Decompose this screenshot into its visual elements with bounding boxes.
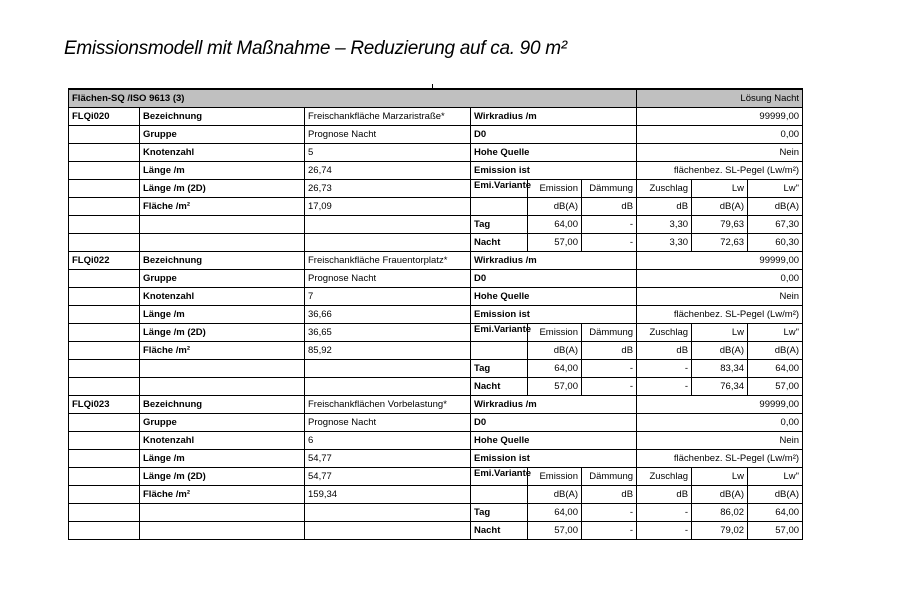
row-flaeche: [69, 486, 803, 504]
tag-daemmung: -: [582, 360, 637, 378]
row-tag: [69, 216, 803, 234]
tag-lw: 83,34: [692, 360, 748, 378]
source-id: FLQi020: [69, 108, 140, 126]
row-gruppe: [69, 270, 803, 288]
tag-lw2: 64,00: [748, 504, 803, 522]
col-header-emission: Emission: [528, 468, 582, 486]
value-wirkradius: 99999,00: [637, 252, 803, 270]
value-laenge-2d: 36,65: [305, 324, 471, 342]
row-tag: [69, 360, 803, 378]
tag-lw: 79,63: [692, 216, 748, 234]
label-flaeche: Fläche /m²: [140, 198, 305, 216]
label-gruppe: Gruppe: [140, 270, 305, 288]
unit-emission: dB(A): [528, 486, 582, 504]
label-hohe-quelle: Hohe Quelle: [471, 288, 637, 306]
value-laenge-2d: 26,73: [305, 180, 471, 198]
value-laenge: 26,74: [305, 162, 471, 180]
value-bezeichnung: Freischankfläche Frauentorplatz*: [305, 252, 471, 270]
label-laenge-2d: Länge /m (2D): [140, 324, 305, 342]
label-flaeche: Fläche /m²: [140, 342, 305, 360]
nacht-lw: 79,02: [692, 522, 748, 540]
row-laenge: [69, 450, 803, 468]
label-emission-ist: Emission ist: [471, 450, 637, 468]
value-knotenzahl: 6: [305, 432, 471, 450]
tag-daemmung: -: [582, 504, 637, 522]
label-emission-ist: Emission ist: [471, 162, 637, 180]
col-header-daemmung: Dämmung: [582, 324, 637, 342]
value-hohe-quelle: Nein: [637, 432, 803, 450]
tag-zuschlag: 3,30: [637, 216, 692, 234]
row-nacht: [69, 522, 803, 540]
value-laenge: 36,66: [305, 306, 471, 324]
value-gruppe: Prognose Nacht: [305, 270, 471, 288]
value-bezeichnung: Freischankfläche Marzaristraße*: [305, 108, 471, 126]
nacht-daemmung: -: [582, 378, 637, 396]
col-header-lw2: Lw": [748, 324, 803, 342]
label-tag: Tag: [471, 360, 528, 378]
value-wirkradius: 99999,00: [637, 108, 803, 126]
value-laenge-2d: 54,77: [305, 468, 471, 486]
label-laenge: Länge /m: [140, 162, 305, 180]
col-header-zuschlag: Zuschlag: [637, 324, 692, 342]
label-d0: D0: [471, 270, 637, 288]
row-laenge: [69, 306, 803, 324]
label-gruppe: Gruppe: [140, 414, 305, 432]
label-nacht: Nacht: [471, 234, 528, 252]
nacht-emission: 57,00: [528, 234, 582, 252]
label-laenge: Länge /m: [140, 306, 305, 324]
label-hohe-quelle: Hohe Quelle: [471, 144, 637, 162]
label-bezeichnung: Bezeichnung: [140, 396, 305, 414]
unit-lw: dB(A): [692, 486, 748, 504]
label-knotenzahl: Knotenzahl: [140, 288, 305, 306]
value-knotenzahl: 5: [305, 144, 471, 162]
row-gruppe: [69, 414, 803, 432]
unit-lw2: dB(A): [748, 198, 803, 216]
value-d0: 0,00: [637, 270, 803, 288]
label-nacht: Nacht: [471, 522, 528, 540]
row-nacht: [69, 378, 803, 396]
unit-lw: dB(A): [692, 198, 748, 216]
value-flaeche: 85,92: [305, 342, 471, 360]
value-d0: 0,00: [637, 126, 803, 144]
label-flaeche: Fläche /m²: [140, 486, 305, 504]
nacht-daemmung: -: [582, 522, 637, 540]
row-flaeche: [69, 342, 803, 360]
col-header-emission: Emission: [528, 324, 582, 342]
unit-daemmung: dB: [582, 486, 637, 504]
row-knotenzahl: [69, 432, 803, 450]
col-header-lw: Lw: [692, 468, 748, 486]
label-knotenzahl: Knotenzahl: [140, 432, 305, 450]
label-laenge-2d: Länge /m (2D): [140, 468, 305, 486]
tag-lw: 86,02: [692, 504, 748, 522]
nacht-emission: 57,00: [528, 378, 582, 396]
col-header-lw2: Lw": [748, 468, 803, 486]
row-laenge-2d: [69, 468, 803, 486]
label-emi-variante: Emi.Variante: [471, 324, 528, 342]
label-nacht: Nacht: [471, 378, 528, 396]
row-flaeche: [69, 198, 803, 216]
value-hohe-quelle: Nein: [637, 144, 803, 162]
label-hohe-quelle: Hohe Quelle: [471, 432, 637, 450]
row-laenge-2d: [69, 324, 803, 342]
value-flaeche: 159,34: [305, 486, 471, 504]
col-header-lw2: Lw": [748, 180, 803, 198]
unit-zuschlag: dB: [637, 198, 692, 216]
tag-emission: 64,00: [528, 360, 582, 378]
value-hohe-quelle: Nein: [637, 288, 803, 306]
row-gruppe: [69, 126, 803, 144]
value-gruppe: Prognose Nacht: [305, 414, 471, 432]
unit-zuschlag: dB: [637, 342, 692, 360]
row-bezeichnung: [69, 252, 803, 270]
nacht-zuschlag: -: [637, 378, 692, 396]
value-laenge: 54,77: [305, 450, 471, 468]
label-laenge-2d: Länge /m (2D): [140, 180, 305, 198]
row-nacht: [69, 234, 803, 252]
nacht-zuschlag: -: [637, 522, 692, 540]
source-id: FLQi023: [69, 396, 140, 414]
emission-table: [68, 88, 803, 540]
label-wirkradius: Wirkradius /m: [471, 108, 637, 126]
tag-emission: 64,00: [528, 216, 582, 234]
value-gruppe: Prognose Nacht: [305, 126, 471, 144]
row-laenge-2d: [69, 180, 803, 198]
tag-daemmung: -: [582, 216, 637, 234]
label-bezeichnung: Bezeichnung: [140, 108, 305, 126]
label-tag: Tag: [471, 216, 528, 234]
unit-lw2: dB(A): [748, 486, 803, 504]
col-header-zuschlag: Zuschlag: [637, 180, 692, 198]
unit-zuschlag: dB: [637, 486, 692, 504]
tag-lw2: 64,00: [748, 360, 803, 378]
label-emi-variante: Emi.Variante: [471, 468, 528, 486]
nacht-emission: 57,00: [528, 522, 582, 540]
label-emi-variante: Emi.Variante: [471, 180, 528, 198]
value-wirkradius: 99999,00: [637, 396, 803, 414]
unit-lw: dB(A): [692, 342, 748, 360]
tag-zuschlag: -: [637, 360, 692, 378]
label-laenge: Länge /m: [140, 450, 305, 468]
tag-emission: 64,00: [528, 504, 582, 522]
row-laenge: [69, 162, 803, 180]
value-flaeche: 17,09: [305, 198, 471, 216]
unit-daemmung: dB: [582, 342, 637, 360]
col-header-lw: Lw: [692, 324, 748, 342]
label-d0: D0: [471, 126, 637, 144]
label-bezeichnung: Bezeichnung: [140, 252, 305, 270]
unit-emission: dB(A): [528, 198, 582, 216]
label-knotenzahl: Knotenzahl: [140, 144, 305, 162]
col-header-lw: Lw: [692, 180, 748, 198]
page-title: Emissionsmodell mit Maßnahme – Reduzierung auf ca. 90 m²: [64, 38, 567, 59]
table-header-solution: Lösung Nacht: [637, 89, 803, 108]
row-tag: [69, 504, 803, 522]
nacht-lw2: 60,30: [748, 234, 803, 252]
row-bezeichnung: [69, 108, 803, 126]
tag-lw2: 67,30: [748, 216, 803, 234]
unit-lw2: dB(A): [748, 342, 803, 360]
source-id: FLQi022: [69, 252, 140, 270]
value-bezeichnung: Freischankflächen Vorbelastung*: [305, 396, 471, 414]
nacht-lw: 72,63: [692, 234, 748, 252]
value-emission-ist: flächenbez. SL-Pegel (Lw/m²): [637, 162, 803, 180]
nacht-daemmung: -: [582, 234, 637, 252]
col-header-emission: Emission: [528, 180, 582, 198]
label-d0: D0: [471, 414, 637, 432]
nacht-lw2: 57,00: [748, 378, 803, 396]
unit-emission: dB(A): [528, 342, 582, 360]
unit-daemmung: dB: [582, 198, 637, 216]
label-tag: Tag: [471, 504, 528, 522]
col-header-daemmung: Dämmung: [582, 468, 637, 486]
label-gruppe: Gruppe: [140, 126, 305, 144]
col-header-zuschlag: Zuschlag: [637, 468, 692, 486]
table-header-row: [69, 89, 803, 108]
nacht-lw: 76,34: [692, 378, 748, 396]
label-wirkradius: Wirkradius /m: [471, 252, 637, 270]
tag-zuschlag: -: [637, 504, 692, 522]
label-wirkradius: Wirkradius /m: [471, 396, 637, 414]
row-knotenzahl: [69, 144, 803, 162]
nacht-zuschlag: 3,30: [637, 234, 692, 252]
table-header-title: Flächen-SQ /ISO 9613 (3): [69, 89, 637, 108]
value-knotenzahl: 7: [305, 288, 471, 306]
row-knotenzahl: [69, 288, 803, 306]
value-emission-ist: flächenbez. SL-Pegel (Lw/m²): [637, 306, 803, 324]
nacht-lw2: 57,00: [748, 522, 803, 540]
label-emission-ist: Emission ist: [471, 306, 637, 324]
row-bezeichnung: [69, 396, 803, 414]
value-emission-ist: flächenbez. SL-Pegel (Lw/m²): [637, 450, 803, 468]
col-header-daemmung: Dämmung: [582, 180, 637, 198]
value-d0: 0,00: [637, 414, 803, 432]
